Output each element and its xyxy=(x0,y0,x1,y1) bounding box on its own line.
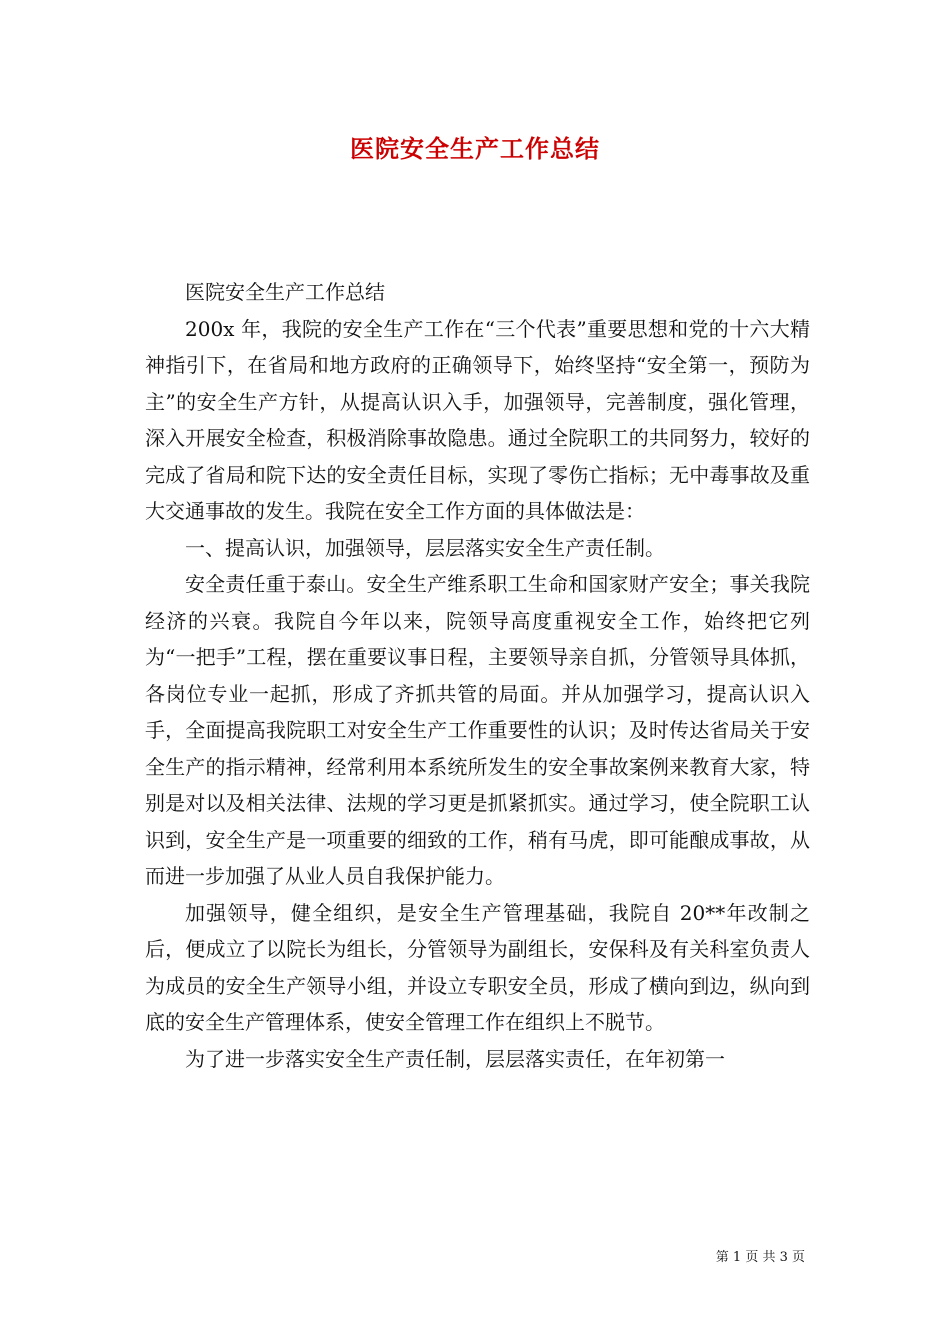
document-title: 医院安全生产工作总结 xyxy=(350,134,600,163)
page-number: 第 1 页 共 3 页 xyxy=(715,1250,805,1265)
paragraph-leadership-organization: 加强领导，健全组织，是安全生产管理基础，我院自 20**年改制之后，便成立了以院长为组长，分管领导为副组长，安保科及有关科室负责人为成员的安全生产领导小组，并设立专职安全员，形成了横向到边，纵向到底的安全生产管理体系，使安全管理工作在组织上不脱节。 xyxy=(145,900,810,1034)
paragraph-responsibility-system: 为了进一步落实安全生产责任制，层层落实责任，在年初第一 xyxy=(185,1046,725,1071)
section-heading-1: 一、提高认识，加强领导，层层落实安全生产责任制。 xyxy=(185,535,665,560)
paragraph-safety-responsibility: 安全责任重于泰山。安全生产维系职工生命和国家财产安全；事关我院经济的兴衰。我院自今年以来，院领导高度重视安全工作，始终把它列为“一把手”工程，摆在重要议事日程，主要领导亲自抓，分管领导具体抓，各岗位专业一起抓，形成了齐抓共管的局面。并从加强学习，提高认识入手，全面提高我院职工对安全生产工作重要性的认识；及时传达省局关于安全生产的指示精神，经常利用本系统所发生的安全事故案例来教育大家，特别是对以及相关法律、法规的学习更是抓紧抓实。通过学习，使全院职工认识到，安全生产是一项重要的细致的工作，稍有马虎，即可能酿成事故，从而进一步加强了从业人员自我保护能力。 xyxy=(145,572,810,888)
document-body xyxy=(145,274,810,1077)
document-subtitle: 医院安全生产工作总结 xyxy=(185,280,385,304)
paragraph-intro: 200x 年，我院的安全生产工作在“三个代表”重要思想和党的十六大精神指引下，在省局和地方政府的正确领导下，始终坚持“安全第一，预防为主”的安全生产方针，从提高认识入手，加强领导，完善制度，强化管理，深入开展安全检查，积极消除事故隐患。通过全院职工的共同努力，较好的完成了省局和院下达的安全责任目标，实现了零伤亡指标；无中毒事故及重大交通事故的发生。我院在安全工作方面的具体做法是： xyxy=(145,316,810,523)
